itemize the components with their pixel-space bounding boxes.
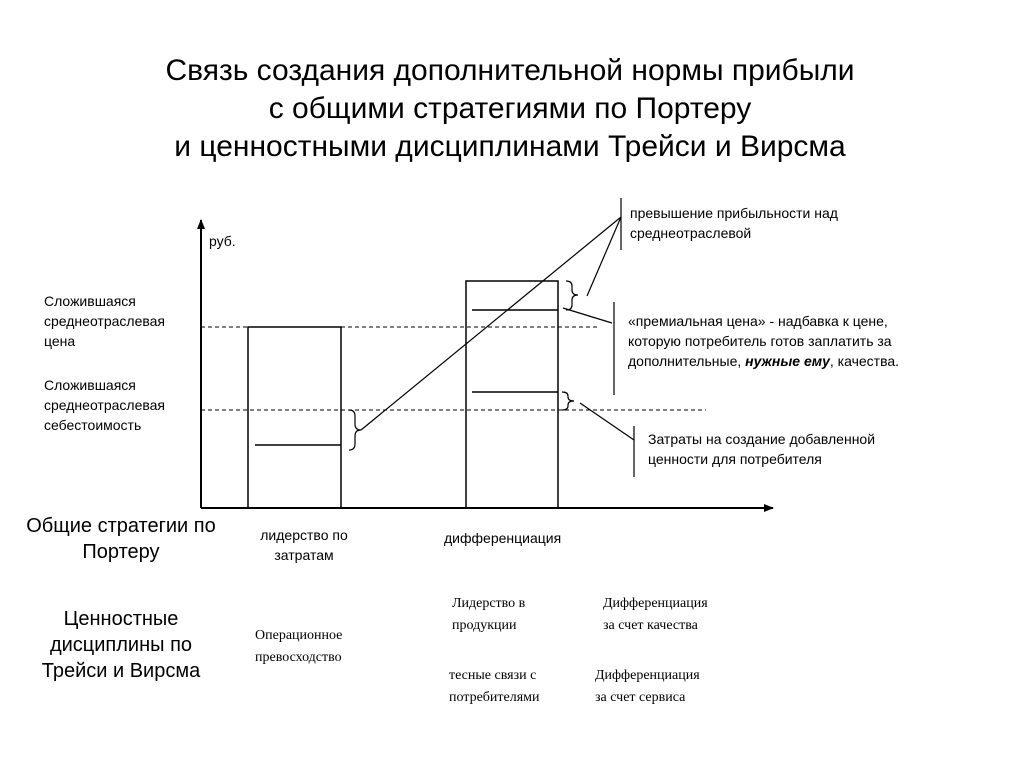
porter-heading-line-2: Портеру: [82, 541, 160, 563]
avg-cost-label: [44, 375, 165, 435]
premium-line-2: которую потребитель готов заплатить за: [628, 333, 892, 349]
leader-excess-from-premium-brace: [587, 217, 621, 296]
premium-price-annotation: [628, 311, 899, 371]
excess-line-2: среднеотраслевой: [630, 225, 752, 241]
cost-leadership-line-2: затратам: [274, 547, 334, 563]
brace-added-cost: [562, 392, 574, 410]
premium-line-3-emphasis: нужные ему: [745, 353, 830, 369]
product-leadership-label: [452, 593, 525, 637]
porter-heading-line-1: Общие стратегии по: [26, 515, 216, 537]
avg-cost-label-line-1: Сложившаяся: [44, 377, 136, 393]
treacy-heading: [8, 606, 234, 684]
y-axis-unit-label: руб.: [209, 233, 236, 249]
service-diff-line-1: Дифференциация: [595, 668, 700, 683]
quality-diff-line-2: за счет качества: [603, 618, 698, 633]
title-line-1: Связь создания дополнительной нормы прибыли: [165, 54, 855, 87]
quality-diff-line-1: Дифференциация: [603, 596, 708, 611]
avg-price-label-line-3: цена: [44, 333, 76, 349]
treacy-heading-line-3: Трейси и Вирсма: [41, 660, 201, 682]
op-excellence-line-2: превосходство: [255, 650, 342, 665]
leader-excess-from-cost-brace: [361, 217, 621, 430]
avg-price-label: [44, 291, 165, 351]
customer-intimacy-line-2: потребителями: [449, 690, 540, 705]
product-leadership-line-2: продукции: [452, 618, 517, 633]
avg-cost-label-line-3: себестоимость: [44, 417, 142, 433]
treacy-heading-line-1: Ценностные: [63, 608, 179, 630]
customer-intimacy-label: [449, 665, 540, 709]
differentiation-label: дифференциация: [444, 530, 562, 546]
premium-line-1: «премиальная цена» - надбавка к цене,: [628, 313, 888, 329]
brace-cost-saving: [349, 410, 361, 450]
leader-premium: [563, 308, 612, 323]
added-cost-line-2: ценности для потребителя: [648, 451, 822, 467]
title-line-2: с общими стратегиями по Портеру: [268, 92, 752, 125]
avg-cost-label-line-2: среднеотраслевая: [44, 397, 166, 413]
product-leadership-line-1: Лидерство в: [452, 596, 526, 611]
service-differentiation-label: [595, 665, 700, 709]
brace-price-premium: [566, 281, 578, 310]
cost-leadership-bar: [248, 327, 341, 508]
avg-price-label-line-1: Сложившаяся: [44, 293, 136, 309]
added-value-cost-annotation: [648, 429, 875, 469]
op-excellence-line-1: Операционное: [255, 628, 343, 643]
excess-profitability-annotation: [630, 203, 838, 243]
premium-line-3: [628, 351, 899, 371]
title-line-3: и ценностными дисциплинами Трейси и Вирсма: [174, 130, 846, 163]
cost-leadership-line-1: лидерство по: [260, 527, 348, 543]
added-cost-line-1: Затраты на создание добавленной: [648, 431, 876, 447]
cost-leadership-label: [244, 525, 364, 565]
customer-intimacy-line-1: тесные связи с: [449, 668, 537, 683]
leader-added-cost: [580, 403, 634, 440]
porter-heading: [8, 513, 234, 565]
service-diff-line-2: за счет сервиса: [595, 690, 686, 705]
quality-differentiation-label: [603, 593, 708, 637]
avg-price-label-line-2: среднеотраслевая: [44, 313, 166, 329]
treacy-heading-line-2: дисциплины по: [49, 634, 193, 656]
premium-line-3-start: дополнительные,: [628, 353, 746, 369]
differentiation-bar: [466, 281, 558, 508]
operational-excellence-label: [255, 625, 342, 669]
excess-line-1: превышение прибыльности над: [630, 205, 838, 221]
premium-line-3-end: , качества.: [829, 353, 900, 369]
